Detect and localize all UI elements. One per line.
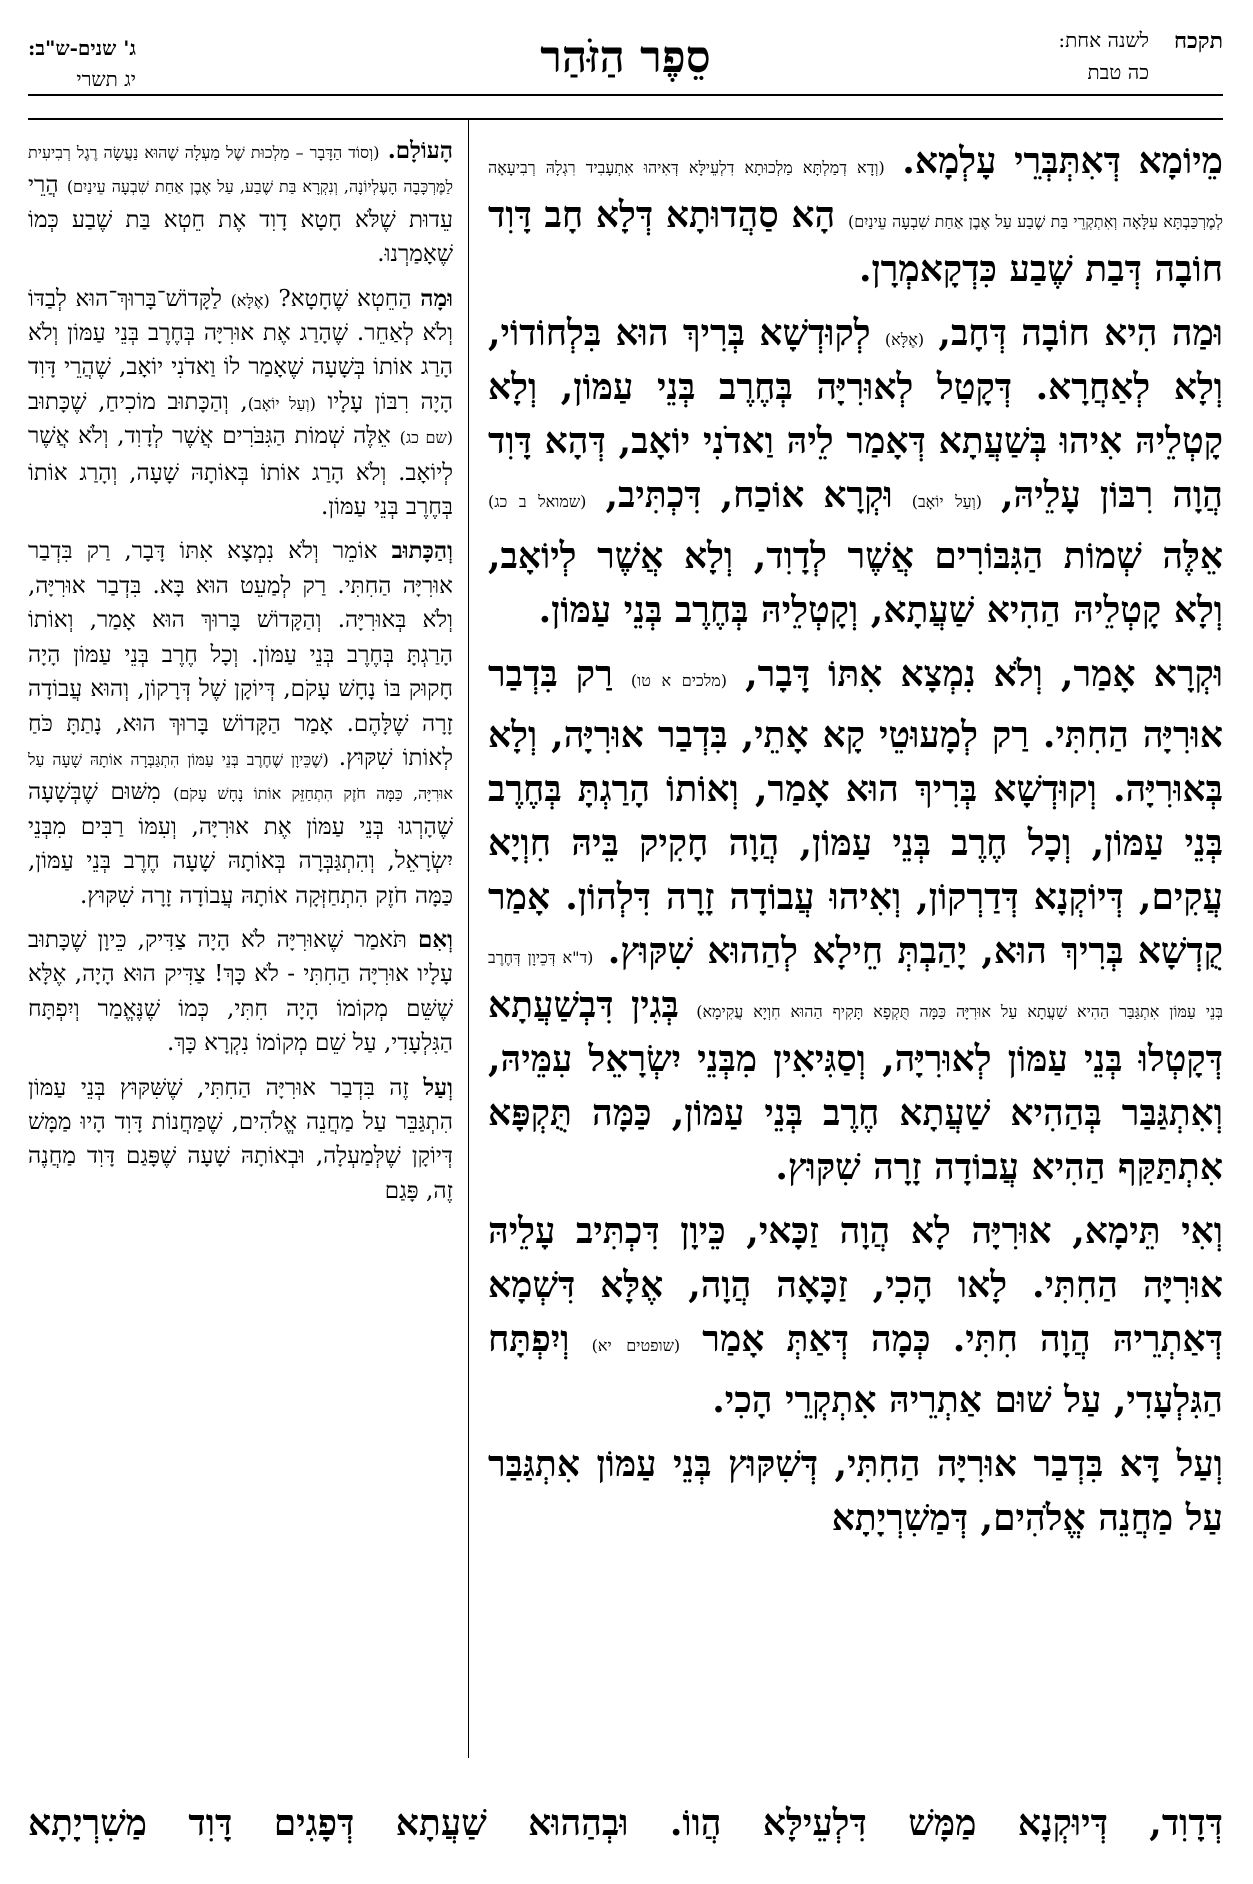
main-paragraph-3 [488, 647, 1223, 1194]
main-p3-a: אָמַר, וְלֹא נִמְצָא אִתּוֹ דָּבָר, [745, 653, 1136, 695]
main-paragraph-1 [488, 134, 1223, 296]
main-p5-lead: וְעַל [1176, 1443, 1223, 1485]
column-divider [468, 118, 469, 1758]
year-cycle-label: לשנה אחת: [1058, 28, 1149, 52]
main-p4-b: וְיִפְתָּח הַגִּלְעָדִי, עַל שׁוּם אַתְרֵיהּ אִתְקְרֵי הָכִי. [488, 1318, 1223, 1421]
book-title: סֵפֶר הַזֹּהַר [540, 32, 711, 83]
side-paragraph-5 [28, 1071, 453, 1209]
main-p1-rest: הָא סַהֲדוּתָא דְּלָא חָב דָּוִד חוֹבָה דְּבַת שֶׁבַע כִּדְקָאמְרָן. [488, 194, 1223, 290]
main-p3-b: רַק בִּדְבַר אוּרִיָּה הַחִתִּי. רַק לְמָעוּטֵי קָא אָתֵי, בִּדְבַר אוּרִיָּה, וְלָא בְּאוּרִיָּה. וְקוּדְשָׁא בְּרִיךְ הוּא אָמַר, וְאוֹתוֹ הָרַגְתָּ בְּחֶרֶב בְּנֵי עַמּוֹן, וְכָל חֶרֶב בְּנֵי עַמּוֹן, הֲוָה חָקִיק בֵּיהּ חִוְיָא עֲקִים, דְּיוֹקְנָא דְּדַרְקוֹן, וְאִיהוּ עֲבוֹדָה זָרָה דִּלְהוֹן. אָמַר קֻדְשָׁא בְּרִיךְ הוּא, יָהַבְתְּ חֵילָא לְהַהוּא שִׁקּוּץ. [488, 653, 1224, 972]
side-s1-lead: הָעוֹלָם. [387, 137, 454, 164]
main-paragraph-4 [488, 1204, 1223, 1427]
main-p1-note: (וְדָא דְמַלְתָּא מַלְכוּתָא דִלְעֵילָּא דְּאִיהוּ אִתְעָבִיד רִגְלָהּ רְבִיעָאָה לְמֶרְכַּבְתָּא עִלָּאָה וְאִתְקְרֵי בַּת שֶׁבַע עַל אֶבֶן אַחַת שִׁבְעָה עֵינַיִם) [488, 158, 1223, 231]
side-s2-lead: וּמָה [420, 284, 453, 312]
page-header [28, 28, 1223, 120]
main-p4-lead: וְאִי [1181, 1210, 1223, 1252]
main-p2-a: הִיא חוֹבָה דְּחָב, [938, 312, 1158, 354]
volume-range: ג' שנים-ש"ב: [28, 36, 136, 60]
side-s5-a: זֶה בִּדְבַר אוּרִיָּה הַחִתִּי, שֶׁשִּׁקּוּץ בְּנֵי עַמּוֹן הִתְגַּבֵּר עַל מַחֲנֵה אֱלֹהִים, שֶׁמַּחֲנוֹת דָּוִד הָיוּ מַמָּשׁ דְּיוֹקָן שֶׁלְּמַעְלָה, וּבְאוֹתָהּ שָׁעָה שֶׁפָּגַם דָּוִד מַחֲנֶה זֶה, פָּגַם [28, 1074, 453, 1204]
side-paragraph-1 [28, 134, 453, 272]
page [28, 28, 1223, 1858]
main-p3-lead: וּקְרָא [1153, 653, 1223, 695]
side-s3-a: אוֹמֵר וְלֹא נִמְצָא אִתּוֹ דָּבָר, רַק בִּדְבַר אוּרִיָּה הַחִתִּי. רַק לְמַעֵט הוּא בָּא. בִּדְבַר אוּרִיָּה, וְלֹא בְּאוּרִיָּה. וְהַקָּדוֹשׁ בָּרוּךְ הוּא אָמַר, וְאוֹתוֹ הָרַגְתָּ בְּחֶרֶב בְּנֵי עַמּוֹן. וְכָל חֶרֶב בְּנֵי עַמּוֹן הָיָה חָקוּק בּוֹ נָחָשׁ עָקֹם, דְּיוֹקָן שֶׁל דְּרָקוֹן, וְהוּא עֲבוֹדָה זָרָה שֶׁלָּהֶם. אָמַר הַקָּדוֹשׁ בָּרוּךְ הוּא, נָתַתָּ כֹּחַ לְאוֹתוֹ שִׁקּוּץ. [28, 538, 453, 771]
day-date: כה טבת [1087, 60, 1149, 84]
header-left-block [28, 36, 136, 92]
main-p3-citation: (מלכים א טו) [630, 671, 728, 690]
main-p3-note: (ד"א דְּכֵיוָן דְּחֶרֶב בְּנֵי עַמּוֹן אִתְגַּבַּר הַהִיא שַׁעֲתָא עַל אוּרִיָּה כַּמָּה תֻּקְפָא תָּקִיף הַהוּא חִוְיָא עֲקִימָא) [488, 948, 1223, 1021]
header-rule-top [28, 94, 1223, 96]
main-p1-text: מֵיוֹמָא דְּאִתְּבְּרֵי עָלְמָא. [902, 140, 1223, 182]
side-s3-b: מִשּׁוּם שֶׁבְּשָׁעָה שֶׁהָרְגוּ בְּנֵי עַמּוֹן אֶת אוּרִיָּה, וְעִמּוֹ רַבִּים מִבְּנֵי יִשְׂרָאֵל, וְהִתְגַּבְּרָה בְּאוֹתָהּ שָׁעָה חֶרֶב בְּנֵי עַמּוֹן, כַּמָּה חֹזֶק הִתְחַזְּקָה אוֹתָהּ עֲבוֹדָה זָרָה שִׁקּוּץ. [28, 779, 453, 909]
page-number: תקכח [1174, 28, 1223, 54]
side-paragraph-2 [28, 282, 453, 525]
side-s2-b: לַקָּדוֹשׁ־בָּרוּךְ־הוּא לְבַדּוֹ וְלֹא לְאַחֵר. שֶׁהָרַג אֶת אוּרִיָּה בְּחֶרֶב בְּנֵי עַמּוֹן וְלֹא הָרַג אוֹתוֹ בְּשָׁעָה שֶׁאָמַר לוֹ וַאדֹנִי יוֹאָב, שֶׁהֲרֵי דָּוִד הָיָה רִבּוֹן עָלָיו [28, 285, 453, 415]
side-paragraph-4 [28, 923, 453, 1061]
side-s3-lead: וְהַכָּתוּב [391, 537, 453, 565]
side-paragraph-3 [28, 534, 453, 912]
main-p2-note-2: (וְעַל יוֹאָב) [911, 492, 982, 511]
main-p2-note-1: (אֶלָּא) [884, 330, 925, 349]
main-aramaic-column [488, 134, 1223, 1555]
main-p5-a: דָּא בִּדְבַר אוּרִיָּה הַחִתִּי, דְּשִׁקּוּץ בְּנֵי עַמּוֹן אִתְגַּבַּר עַל מַחֲנֵה אֱלֹהִים, דְּמַשִׁרְיָתָא [488, 1443, 1223, 1539]
side-s2-c: , וְהַכָּתוּב מוֹכִיחַ, שֶׁכָּתוּב [28, 388, 248, 415]
alt-date: יג תשרי [76, 67, 136, 91]
side-s1-note: (וְסוֹד הַדָּבָר – מַלְכוּת שֶׁל מַעְלָה שֶׁהוּא נַעֲשָׂה רֶגֶל רְבִיעִית לַמֶּרְכָּבָה הָעֶלְיוֹנָה, וְנִקְרָא בַּת שֶׁבַע, עַל אֶבֶן אַחַת שִׁבְעָה עֵינַיִם) [28, 143, 453, 197]
header-rule-bottom [28, 118, 1223, 120]
main-paragraph-5 [488, 1437, 1223, 1545]
main-p3-c: בְּגִין דִּבְשַׁעֲתָא דְּקָטְלוּ בְּנֵי עַמּוֹן לְאוּרִיָּה, וְסַגִּיאִין מִבְּנֵי יִשְׂרָאֵל עִמֵּיהּ, וְאִתְגַּבַּר בְּהַהִיא שַׁעֲתָא חֶרֶב בְּנֵי עַמּוֹן, כַּמָּה תֻּקְפָּא אִתְתַּקַּף הַהִיא עֲבוֹדָה זָרָה שִׁקּוּץ. [488, 984, 1223, 1188]
main-p2-c: וּקְרָא אוֹכַח, דִּכְתִּיב, [605, 474, 893, 516]
main-p2-lead: וּמַה [1171, 312, 1223, 354]
main-p2-d: אֵלֶּה שְׁמוֹת הַגִּבּוֹרִים אֲשֶׁר לְדָוִד, וְלָא אֲשֶׁר לְיוֹאָב, וְלָא קָטְלֵיהּ הַהִיא שַׁעֲתָא, וְקָטְלֵיהּ בְּחֶרֶב בְּנֵי עַמּוֹן. [488, 535, 1223, 631]
side-s2-d: אֵלֶּה שְׁמוֹת הַגִּבֹּרִים אֲשֶׁר לְדָוִד, וְלֹא אֲשֶׁר לְיוֹאָב. וְלֹא הָרַג אוֹתוֹ בְּאוֹתָהּ שָׁעָה, וְהָרַג אוֹתוֹ בְּחֶרֶב בְּנֵי עַמּוֹן. [28, 423, 453, 521]
main-p4-a: תֵּימָא, אוּרִיָּה לָא הֲוָה זַכָּאי, כֵּיוָן דִּכְתִּיב עָלֵיהּ אוּרִיָּה הַחִתִּי. לָאו הָכִי, זַכָּאָה הֲוָה, אֶלָּא דִּשְׁמָא דְּאַתְרֵיהּ הֲוָה חִתִּי. כְּמָה דְּאַתְּ אָמַר [488, 1210, 1223, 1360]
main-p4-citation: (שופטים יא) [591, 1336, 681, 1355]
main-p2-b: לְקוּדְשָׁא בְּרִיךְ הוּא בִּלְחוֹדוֹי, וְלָא לְאַחֲרָא. דְּקָטַל לְאוּרִיָּה בְּחֶרֶב בְּנֵי עַמּוֹן, וְלָא קָטְלֵיהּ אִיהוּ בְּשַׁעֲתָא דְּאָמַר לֵיהּ וַאדֹנִי יוֹאָב, דְּהָא דָּוִד הֲוָה רִבּוֹן עָלֵיהּ, [488, 312, 1223, 516]
main-p2-citation: (שמואל ב כג) [488, 492, 587, 511]
side-s4-a: תֹּאמַר שֶׁאוּרִיָּה לֹא הָיָה צַדִּיק, כֵּיוָן שֶׁכָּתוּב עָלָיו אוּרִיָּה הַחִתִּי - לֹא כָּךְ! צַדִּיק הוּא הָיָה, אֶלָּא שֶׁשֵּׁם מְקוֹמוֹ הָיָה חִתִּי, כְּמוֹ שֶׁנֶּאֱמַר וְיִפְתָּח הַגִּלְעָדִי, עַל שֵׁם מְקוֹמוֹ נִקְרָא כָּךְ. [28, 926, 453, 1057]
side-s2-note-1: (אֶלָּא) [230, 290, 270, 310]
side-s2-a: הַחֵטְא שֶׁחָטָא? [278, 285, 412, 312]
side-s4-lead: וְאִם [418, 925, 454, 953]
side-hebrew-translation-column [28, 134, 453, 1218]
side-s2-note-2: (וְעַל יוֹאָב) [247, 393, 316, 413]
full-width-bottom-line: דְּדָוִד, דְּיוּקְנָא מַמָּשׁ דִּלְעֵילָּא הֲווֹ. וּבְהַהוּא שַׁעֲתָא דְּפָגִים דָּוִד מַשִׁרְיָתָא [28, 1802, 1223, 1844]
side-s5-lead: וְעַל [423, 1073, 454, 1101]
side-s2-citation: (שם כג) [399, 428, 454, 448]
side-s1-rest: הֲרֵי עֵדוּת שֶׁלֹּא חָטָא דָוִד אֶת חֵטְא בַּת שֶׁבַע כְּמוֹ שֶׁאָמַרְנוּ. [28, 172, 453, 268]
main-paragraph-2 [488, 306, 1223, 637]
side-s3-note: (שֶׁכֵּיוָן שֶׁחֶרֶב בְּנֵי עַמּוֹן הִתְגַּבְּרָה אוֹתָהּ שָׁעָה עַל אוּרִיָּה, כַּמָּה חֹזֶק הִתְחַזֵּק אוֹתוֹ נָחָשׁ עָקֹם) [28, 749, 453, 804]
